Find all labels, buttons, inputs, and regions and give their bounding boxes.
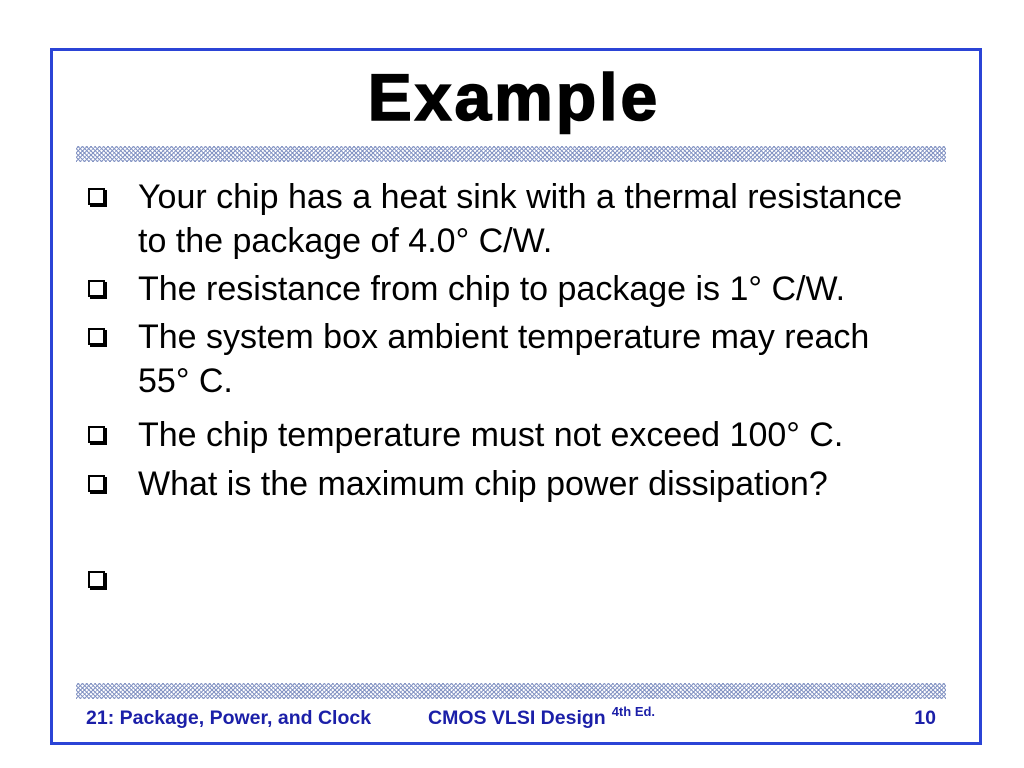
bullet-text: The system box ambient temperature may reach 55° C.	[138, 318, 870, 400]
hollow-square-bullet-icon	[88, 475, 105, 492]
bullet-item	[86, 413, 946, 457]
hollow-square-bullet-icon	[88, 280, 105, 297]
hollow-square-bullet-icon	[88, 426, 105, 443]
footer-edition-superscript: 4th Ed.	[611, 704, 656, 719]
title-divider-band	[76, 146, 946, 162]
slide-footer	[0, 704, 1024, 732]
footer-book-group	[428, 704, 655, 734]
bullet-item	[86, 462, 946, 506]
footer-chapter-label: 21: Package, Power, and Clock	[86, 707, 372, 729]
hollow-square-bullet-icon	[88, 188, 105, 205]
bullet-text: The chip temperature must not exceed 100° C.	[138, 416, 844, 454]
bullet-item	[86, 175, 946, 263]
footer-book-title: CMOS VLSI Design	[428, 707, 606, 729]
bullet-item	[86, 267, 946, 311]
hollow-square-bullet-icon	[88, 571, 105, 588]
bullet-text: The resistance from chip to package is 1° C/W.	[138, 270, 846, 308]
footer-divider-band	[76, 683, 946, 699]
bullet-text: Your chip has a heat sink with a thermal resistance to the package of 4.0° C/W.	[138, 178, 903, 260]
footer-page-number: 10	[914, 707, 936, 729]
bullet-text: What is the maximum chip power dissipation?	[138, 465, 828, 503]
hollow-square-bullet-icon	[88, 328, 105, 345]
slide-title: Example	[367, 60, 661, 134]
bullet-item	[86, 315, 946, 403]
